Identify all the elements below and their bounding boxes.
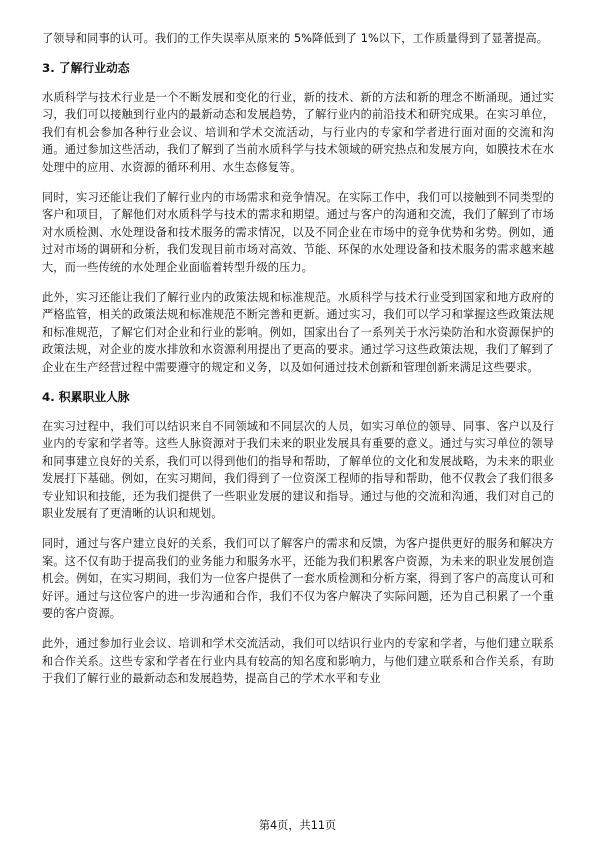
section-4-paragraph-2: 同时，通过与客户建立良好的关系，我们可以了解客户的需求和反馈，为客户提供更好的服务和解决方案。这不仅有助于提高我们的业务能力和服务水平，还能为我们积累客户资源，为未来的职业发展创造机会。例如，在实习期间，我们为一位客户提供了一套水质检测和分析方案，得到了客户的高度认可和好评。通过与这位客户的进一步沟通和合作，我们不仅为客户解决了实际问题，还为自己积累了一个重要的客户资源。 [42,537,554,621]
section-3-paragraph-3: 此外，实习还能让我们了解行业内的政策法规和标准规范。水质科学与技术行业受到国家和地方政府的严格监管，相关的政策法规和标准规范不断完善和更新。通过实习，我们可以学习和掌握这些政策法规和标准规范，了解它们对企业和行业的影响。例如，国家出台了一系列关于水污染防治和水资源保护的政策法规，对企业的废水排放和水资源利用提出了更高的要求。通过学习这些政策法规，我们了解到了企业在生产经营过程中需要遵守的规定和义务，以及如何通过技术创新和管理创新来满足这些要求。 [42,290,554,374]
section-4-heading: 4. 积累职业人脉 [42,389,130,404]
page-number-footer: 第4页，共11页 [258,819,337,832]
section-4-paragraph-3: 此外，通过参加行业会议、培训和学术交流活动，我们可以结识行业内的专家和学者，与他们建立联系和合作关系。这些专家和学者在行业内具有较高的知名度和影响力，与他们建立联系和合作关系，有助于我们了解行业的最新动态和发展趋势，提高自己的学术水平和专业 [42,637,554,686]
section-3-heading: 3. 了解行业动态 [42,60,130,75]
intro-paragraph: 了领导和同事的认可。我们的工作失误率从原来的 5%降低到了 1%以下，工作质量得到了显著提高。 [42,32,548,45]
section-3-paragraph-1: 水质科学与技术行业是一个不断发展和变化的行业，新的技术、新的方法和新的理念不断涌现。通过实习，我们可以接触到行业内的最新动态和发展趋势，了解行业内的前沿技术和研究成果。在实习单位，我们有机会参加各种行业会议、培训和学术交流活动，与行业内的专家和学者进行面对面的交流和沟通。通过参加这些活动，我们了解到了当前水质科学与技术领域的研究热点和发展方向，如膜技术在水处理中的应用、水资源的循环利用、水生态修复等。 [42,90,554,174]
section-4-paragraph-1: 在实习过程中，我们可以结识来自不同领域和不同层次的人员，如实习单位的领导、同事、客户以及行业内的专家和学者等。这些人脉资源对于我们未来的职业发展具有重要的意义。通过与实习单位的领导和同事建立良好的关系，我们可以得到他们的指导和帮助，了解单位的文化和发展战略，为未来的职业发展打下基础。例如，在实习期间，我们得到了一位资深工程师的指导和帮助，他不仅教会了我们很多专业知识和技能，还为我们提供了一些职业发展的建议和指导。通过与他的交流和沟通，我们对自己的职业发展有了更清晰的认识和规划。 [42,419,554,521]
document-page [42,30,554,688]
section-3-paragraph-2: 同时，实习还能让我们了解行业内的市场需求和竞争情况。在实际工作中，我们可以接触到不同类型的客户和项目，了解他们对水质科学与技术的需求和期望。通过与客户的沟通和交流，我们了解到了市场对水质检测、水处理设备和技术服务的需求情况，以及不同企业在市场中的竞争优势和劣势。例如，通过对市场的调研和分析，我们发现目前市场对高效、节能、环保的水处理设备和技术服务的需求越来越大，而一些传统的水处理企业面临着转型升级的压力。 [42,190,554,274]
